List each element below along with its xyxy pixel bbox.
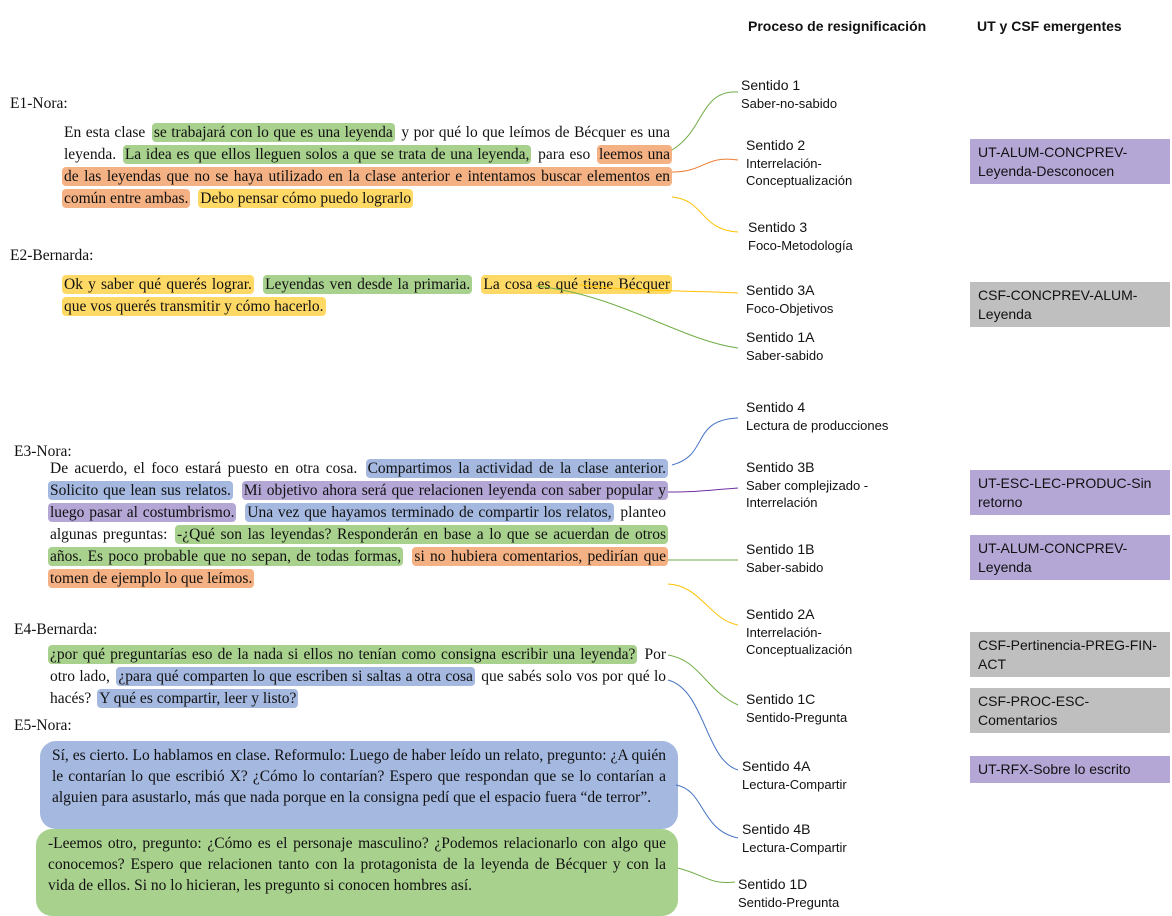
sentido-1a: Sentido 1A Saber-sabido bbox=[746, 329, 824, 363]
sentido-4: Sentido 4 Lectura de producciones bbox=[746, 399, 889, 433]
sentido-1d: Sentido 1D Sentido-Pregunta bbox=[738, 876, 840, 910]
speaker-e5: E5-Nora: bbox=[14, 717, 72, 734]
paragraph-e1 bbox=[62, 122, 672, 210]
text-segment: planteo algunas preguntas: bbox=[50, 504, 667, 543]
highlight-orange: si no hubiera comentarios, pedirían que tomen de ejemplo lo que leímos. bbox=[50, 548, 666, 587]
text-segment: En esta clase bbox=[64, 124, 150, 141]
tag-ut-alum-concprev-desconocen: UT-ALUM-CONCPREV-Leyenda-Desconocen bbox=[970, 139, 1170, 184]
text-segment: que sabés solo vos por qué lo hacés? bbox=[50, 668, 667, 707]
sentido-1b: Sentido 1B Saber-sabido bbox=[746, 541, 824, 575]
tag-ut-rfx: UT-RFX-Sobre lo escrito bbox=[970, 756, 1170, 783]
sentido-3a: Sentido 3A Foco-Objetivos bbox=[746, 282, 834, 316]
sentido-2a: Sentido 2A Interrelación-Conceptualización bbox=[746, 606, 853, 657]
text-segment bbox=[233, 481, 242, 500]
speaker-e1: E1-Nora: bbox=[10, 95, 68, 112]
paragraph-e2 bbox=[62, 274, 672, 318]
speaker-e3: E3-Nora: bbox=[14, 443, 72, 460]
highlight-green: Leyendas ven desde la primaria. bbox=[265, 276, 471, 293]
sentido-3b: Sentido 3B Saber complejizado - Interrelación bbox=[746, 459, 869, 510]
tag-csf-concprev-alum: CSF-CONCPREV-ALUM-Leyenda bbox=[970, 282, 1170, 327]
highlight-yellow: Ok y saber qué querés lograr. bbox=[64, 276, 252, 293]
highlight-green: ¿por qué preguntarías eso de la nada si ellos no tenían como consigna escribir una leyenda? bbox=[50, 646, 636, 663]
text-segment: para eso bbox=[533, 146, 595, 163]
highlight-blue: Una vez que hayamos terminado de compartir los relatos, bbox=[247, 504, 612, 521]
header-ut-csf: UT y CSF emergentes bbox=[977, 18, 1122, 34]
e5-blue-box: Sí, es cierto. Lo hablamos en clase. Reformulo: Luego de haber leído un relato, pregunto: ¿A quién le contarían lo que escribió X? ¿Cómo lo contarían? Espero que respondan que se lo contarían a alguien para asustarlo, más que nada porque en la consigna pedí que el espacio fuera “de terror”. bbox=[40, 741, 678, 829]
tag-csf-proc-esc: CSF-PROC-ESC-Comentarios bbox=[970, 688, 1170, 733]
speaker-e2: E2-Bernarda: bbox=[10, 247, 94, 264]
text-segment bbox=[236, 503, 245, 522]
highlight-purple: Mi objetivo ahora será que relacionen leyenda con saber popular y luego pasar al costumbrismo. bbox=[50, 482, 667, 521]
highlight-blue: Y qué es compartir, leer y listo? bbox=[99, 690, 297, 707]
highlight-yellow: Debo pensar cómo puedo lograrlo bbox=[200, 190, 412, 207]
text-segment: De acuerdo, el foco estará puesto en otra cosa. bbox=[50, 460, 364, 477]
header-proceso: Proceso de resignificación bbox=[748, 18, 927, 34]
sentido-4a: Sentido 4A Lectura-Compartir bbox=[742, 758, 847, 792]
text-segment bbox=[403, 547, 412, 566]
sentido-4b: Sentido 4B Lectura-Compartir bbox=[742, 821, 847, 855]
text-segment: y por qué lo que leímos de Bécquer es una leyenda. bbox=[64, 124, 671, 163]
highlight-green: -¿Qué son las leyendas? Responderán en base a lo que se acuerdan de otros años. Es poco probable que no sepan, de todas formas, bbox=[50, 526, 666, 565]
sentido-2: Sentido 2 Interrelación-Conceptualización bbox=[746, 137, 853, 188]
speaker-e4: E4-Bernarda: bbox=[14, 621, 98, 638]
paragraph-e4 bbox=[48, 644, 668, 710]
sentido-1c: Sentido 1C Sentido-Pregunta bbox=[746, 691, 848, 725]
e5-green-box: -Leemos otro, pregunto: ¿Cómo es el personaje masculino? ¿Podemos relacionarlo con algo que conocemos? Espero que relacionen tanto con la protagonista de la leyenda de Bécquer y con la vida de ellos. Si no lo hicieran, les pregunto si conocen hombres así. bbox=[36, 829, 678, 916]
text-segment bbox=[254, 275, 263, 294]
highlight-blue: Compartimos la actividad de la clase anterior. Solicito que lean sus relatos. bbox=[50, 460, 667, 499]
highlight-yellow: La cosa es qué tiene Bécquer que vos querés transmitir y cómo hacerlo. bbox=[64, 276, 671, 315]
tag-csf-pertinencia: CSF-Pertinencia-PREG-FIN-ACT bbox=[970, 632, 1170, 677]
text-segment: Por otro lado, bbox=[50, 646, 666, 685]
highlight-green: La idea es que ellos lleguen solos a que se trata de una leyenda, bbox=[124, 146, 530, 163]
highlight-blue: ¿para qué comparten lo que escriben si saltas a otra cosa bbox=[118, 668, 473, 685]
tag-ut-alum-concprev: UT-ALUM-CONCPREV-Leyenda bbox=[970, 535, 1170, 580]
sentido-3: Sentido 3 Foco-Metodología bbox=[748, 219, 853, 253]
sentido-1: Sentido 1 Saber-no-sabido bbox=[741, 77, 838, 111]
highlight-orange: leemos una de las leyendas que no se haya utilizado en la clase anterior e intentamos buscar elementos en común entre ambas. bbox=[64, 146, 670, 207]
tag-ut-esc-lec-produc: UT-ESC-LEC-PRODUC-Sin retorno bbox=[970, 470, 1170, 515]
highlight-green: se trabajará con lo que es una leyenda bbox=[153, 124, 393, 141]
paragraph-e3 bbox=[48, 458, 668, 590]
